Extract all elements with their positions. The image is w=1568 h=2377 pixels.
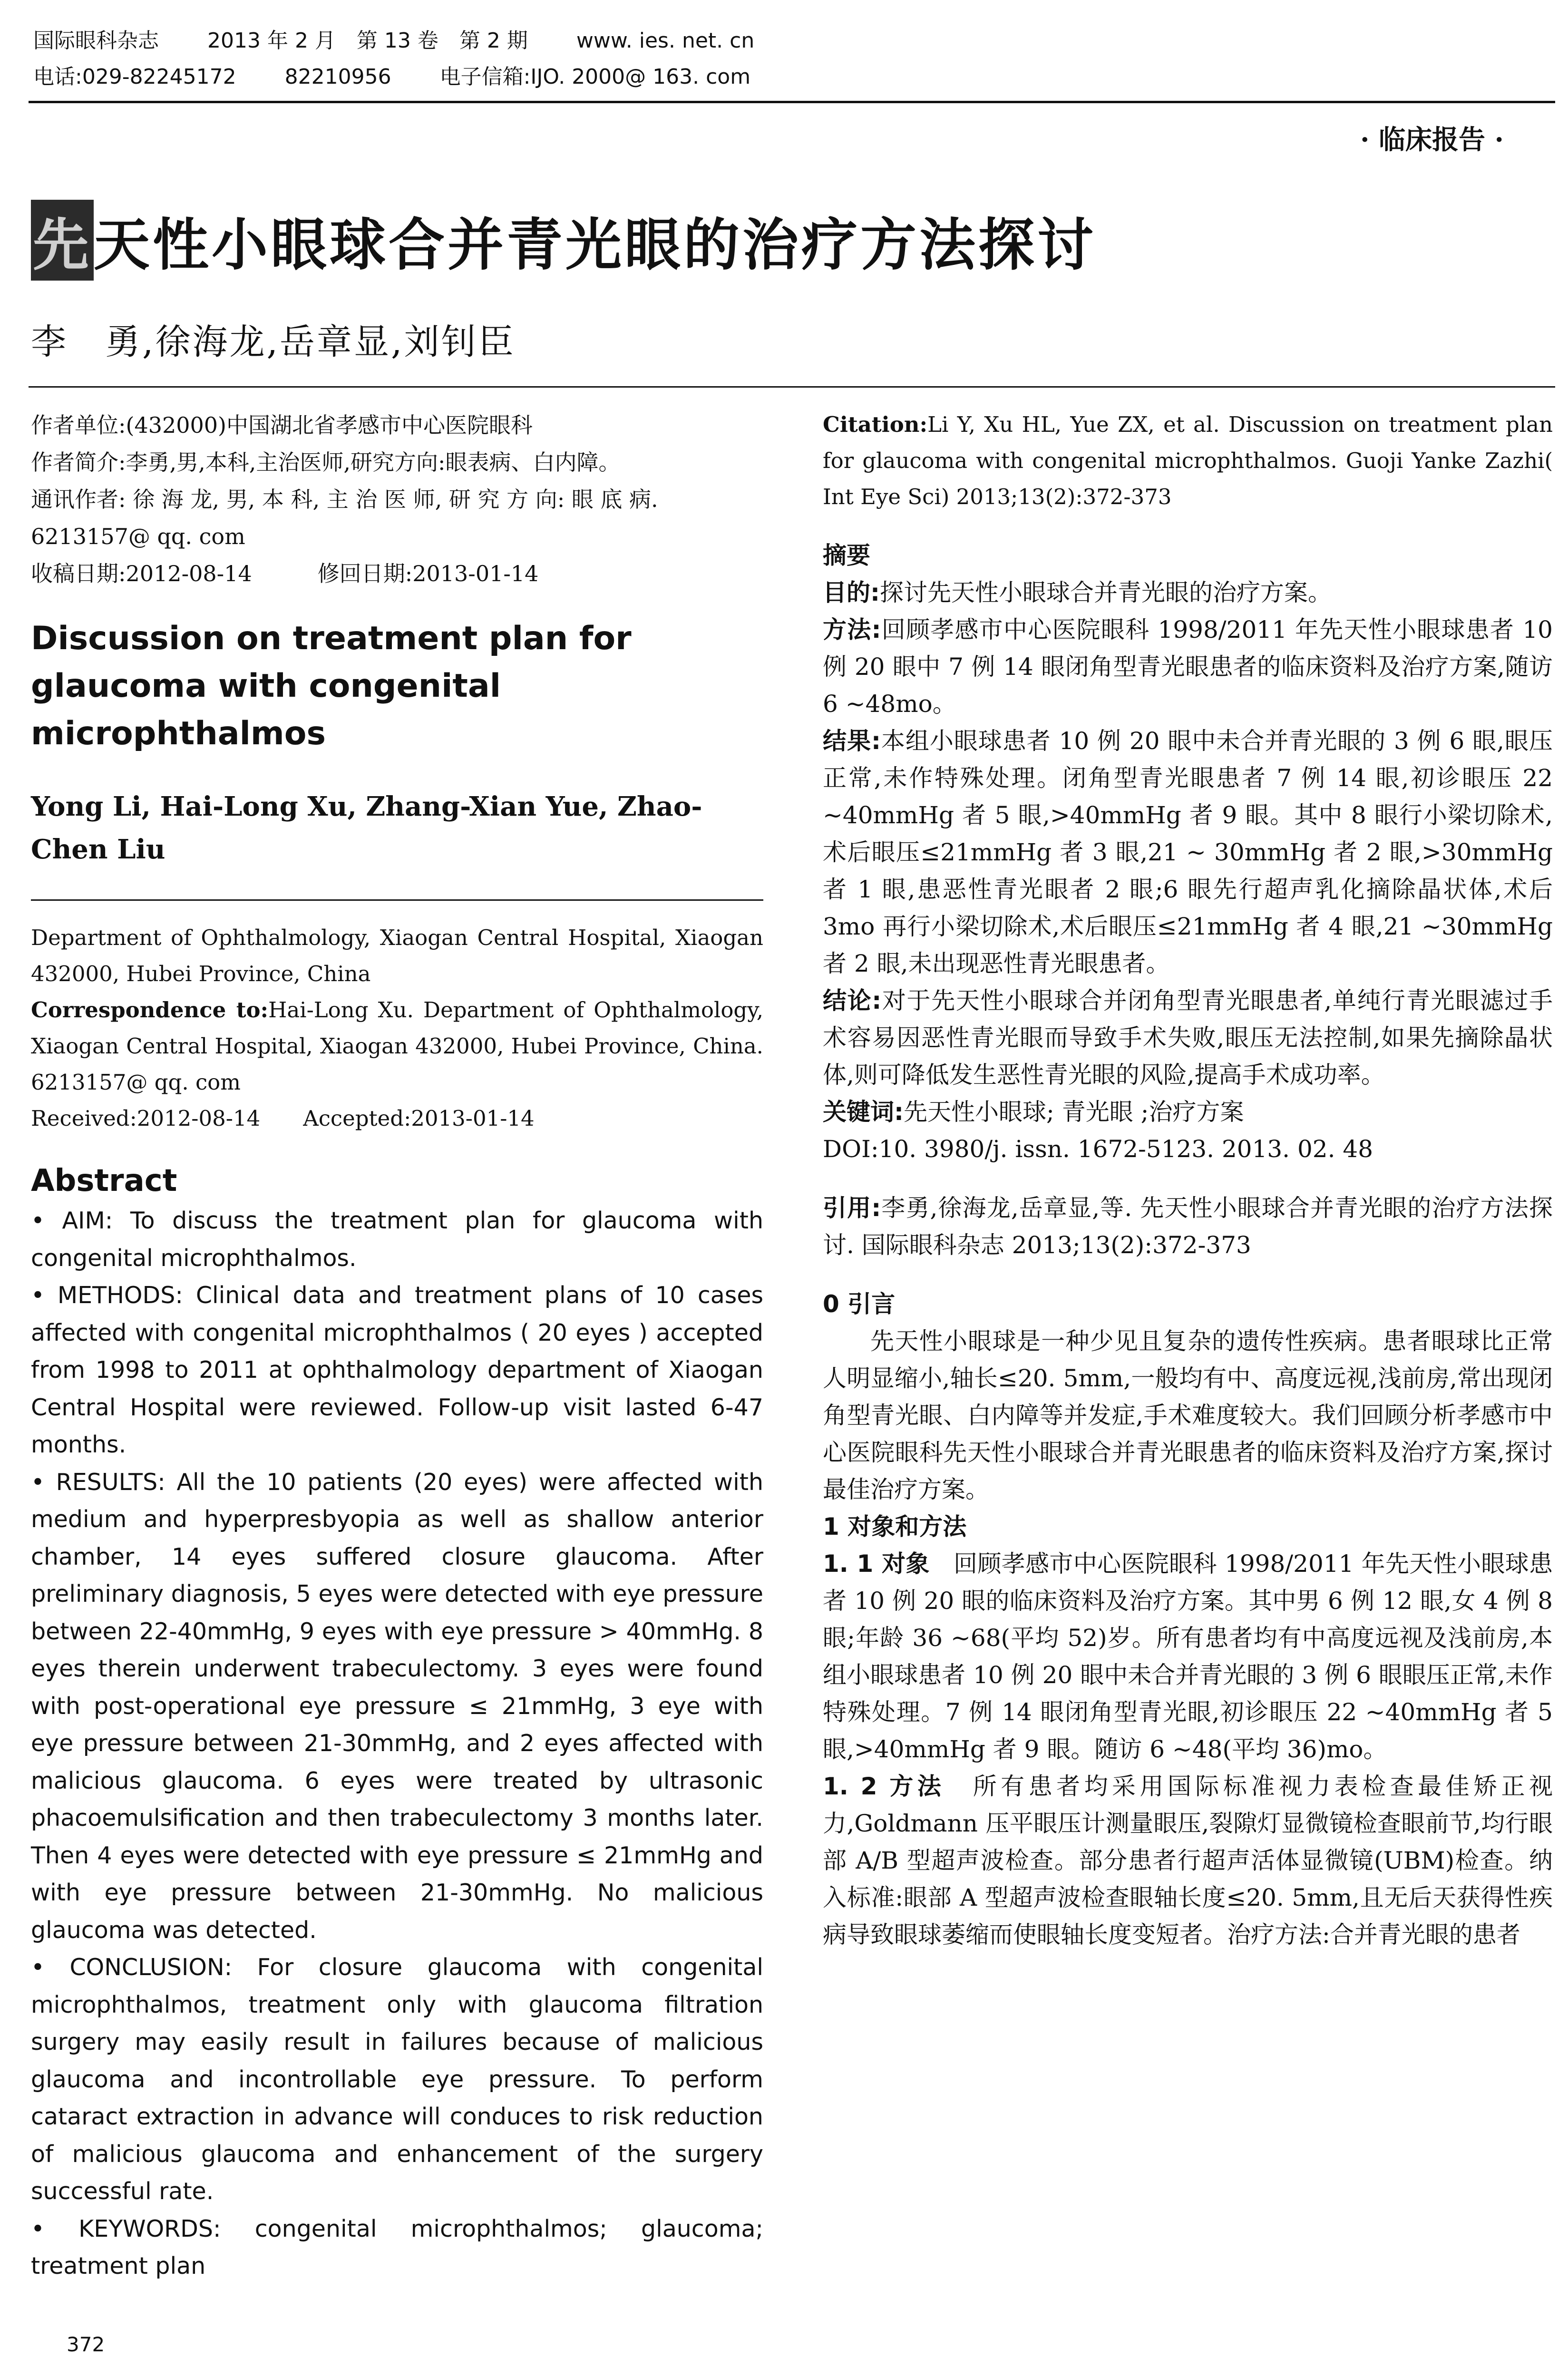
abstract-conclusion-en: • CONCLUSION: For closure glaucoma with congenital microphthalmos, treatment only with glaucoma filtration surgery may easily result in failures because of malicious glaucoma and incontrollable eye pressure. To perform cataract extraction in advance will conduces to risk reduction of malicious glaucoma and enhancement of the surgery successful rate. [31, 1954, 763, 2205]
english-author-rule [31, 899, 763, 901]
abstract-keywords-en: • KEYWORDS: congenital microphthalmos; glaucoma; treatment plan [31, 2215, 763, 2280]
methods-label-cn: 方法: [823, 616, 881, 643]
conclusion-label-cn: 结论: [823, 987, 882, 1014]
keywords-text-cn: 先天性小眼球; 青光眼 ;治疗方案 [904, 1098, 1244, 1126]
results-label-cn: 结果: [823, 727, 881, 755]
left-column [31, 407, 763, 2285]
english-authors: Yong Li, Hai-Long Xu, Zhang-Xian Yue, Zhao-Chen Liu [31, 791, 702, 865]
aim-label-cn: 目的: [823, 579, 880, 606]
abstract-heading-cn: 摘要 [823, 542, 870, 569]
abstract-aim-en: • AIM: To discuss the treatment plan for glaucoma with congenital microphthalmos. [31, 1207, 763, 1272]
author-affiliation: 作者单位:(432000)中国湖北省孝感市中心医院眼科 [31, 412, 533, 438]
cite-label-cn: 引用: [823, 1194, 881, 1222]
intro-heading: 0 引言 [823, 1290, 896, 1318]
keywords-cn [823, 1093, 1553, 1130]
journal-name: 国际眼科杂志 [33, 29, 159, 53]
received-dates-cn: 收稿日期:2012-08-14 修回日期:2013-01-14 [31, 561, 539, 586]
abstract-aim-cn [823, 574, 1553, 611]
abstract-conclusion-cn [823, 982, 1553, 1093]
abstract-heading-en: Abstract [31, 1163, 177, 1198]
doi[interactable]: DOI:10. 3980/j. issn. 1672-5123. 2013. 02. 48 [823, 1135, 1373, 1163]
keywords-label-cn: 关键词: [823, 1098, 904, 1126]
section-tag: · 临床报告 · [1360, 124, 1504, 156]
corresponding-author: 通讯作者: 徐 海 龙, 男, 本 科, 主 治 医 师, 研 究 方 向: 眼 底 病. [31, 487, 658, 512]
authors-cn: 李 勇,徐海龙,岳章显,刘钊臣 [31, 321, 516, 362]
section-1-1-label: 1. 1 对象 [823, 1550, 930, 1578]
aim-text-cn: 探讨先天性小眼球合并青光眼的治疗方案。 [880, 579, 1332, 606]
right-column [823, 407, 1553, 1953]
author-bio: 作者简介:李勇,男,本科,主治医师,研究方向:眼表病、白内障。 [31, 449, 621, 475]
methods-text-cn: 回顾孝感市中心医院眼科 1998/2011 年先天性小眼球患者 10 例 20 眼中 7 例 14 眼闭角型青光眼患者的临床资料及治疗方案,随访 6 ~48mo。 [823, 616, 1553, 718]
citation-text: Li Y, Xu HL, Yue ZX, et al. Discussion on treatment plan for glaucoma with congenital microphthalmos. Guoji Yanke Zazhi( Int Eye Sci) 2013;13(2):372-373 [823, 412, 1553, 509]
section-1-1-text: 回顾孝感市中心医院眼科 1998/2011 年先天性小眼球患者 10 例 20 眼的临床资料及治疗方案。其中男 6 例 12 眼,女 4 例 8 眼;年龄 36 ~68(平均 52)岁。所有患者均有中高度远视及浅前房,本组小眼球患者 10 例 20 眼中未合并青光眼的 3 例 6 眼眼压正常,未作特殊处理。7 例 14 眼闭角型青光眼,初诊眼压 22 ~40mmHg 者 5 眼,>40mmHg 者 9 眼。随访 6 ~48(平均 36)mo。 [823, 1550, 1553, 1763]
journal-phone-2: 82210956 [284, 65, 391, 89]
citation-label: Citation: [823, 412, 928, 437]
corresponding-email[interactable]: 6213157@ qq. com [31, 524, 245, 549]
header-rule [29, 101, 1555, 103]
journal-email[interactable]: 电子信箱:IJO. 2000@ 163. com [439, 65, 751, 89]
section-1-heading: 1 对象和方法 [823, 1513, 967, 1540]
section-1-1 [823, 1545, 1553, 1768]
conclusion-text-cn: 对于先天性小眼球合并闭角型青光眼患者,单纯行青光眼滤过手术容易因恶性青光眼而导致手术失败,眼压无法控制,如果先摘除晶状体,则可降低发生恶性青光眼的风险,提高手术成功率。 [823, 987, 1553, 1089]
journal-phone: 电话:029-82245172 [33, 65, 236, 89]
abstract-results-en: • RESULTS: All the 10 patients (20 eyes) were affected with medium and hyperpresbyopia as well as shallow anterior chamber, 14 eyes suffered closure glaucoma. After preliminary diagnosis, 5 eyes were detected with eye pressure between 22-40mmHg, 9 eyes with eye pressure > 40mmHg. 8 eyes therein underwent trabeculectomy. 3 eyes were found with post-operational eye pressure ≤ 21mmHg, 3 eye with eye pressure between 21-30mmHg, and 2 eyes affected with malicious glaucoma. 6 eyes were treated by ultrasonic phacoemulsification and then trabeculectomy 3 months later. Then 4 eyes were detected with eye pressure ≤ 21mmHg and with eye pressure between 21-30mmHg. No malicious glaucoma was detected. [31, 1468, 763, 1944]
correspondence-text: Hai-Long Xu. Department of Ophthalmology, Xiaogan Central Hospital, Xiaogan 432000, Hubei Province, China. 6213157@ qq. com [31, 997, 763, 1095]
english-correspondence [31, 992, 763, 1101]
title-rest: 天性小眼球合并青光眼的治疗方法探讨 [94, 212, 1097, 278]
section-1-2 [823, 1768, 1553, 1953]
title-rule [29, 386, 1555, 388]
page-number: 372 [67, 2333, 105, 2356]
journal-url[interactable]: www. ies. net. cn [576, 29, 755, 53]
correspondence-label: Correspondence to: [31, 997, 269, 1023]
journal-header [33, 23, 796, 95]
cite-text-cn: 李勇,徐海龙,岳章显,等. 先天性小眼球合并青光眼的治疗方法探讨. 国际眼科杂志 2013;13(2):372-373 [823, 1194, 1553, 1259]
issue-info: 2013 年 2 月 第 13 卷 第 2 期 [207, 29, 528, 53]
cite-cn [823, 1189, 1553, 1264]
english-dates: Received:2012-08-14 Accepted:2013-01-14 [31, 1106, 535, 1131]
section-1-2-label: 1. 2 方法 [823, 1773, 945, 1800]
section-1-2-text: 所有患者均采用国际标准视力表检查最佳矫正视力,Goldmann 压平眼压计测量眼压,裂隙灯显微镜检查眼前节,均行眼部 A/B 型超声波检查。部分患者行超声活体显微镜(UBM)检查。纳入标准:眼部 A 型超声波检查眼轴长度≤20. 5mm,且无后天获得性疾病导致眼球萎缩而使眼轴长度变短者。治疗方法:合并青光眼的患者 [823, 1773, 1553, 1948]
article-title [31, 200, 1096, 281]
english-title: Discussion on treatment plan for glaucoma with congenital microphthalmos [31, 620, 632, 752]
abstract-methods-en: • METHODS: Clinical data and treatment plans of 10 cases affected with congenital microphthalmos ( 20 eyes ) accepted from 1998 to 2011 at ophthalmology department of Xiaogan Central Hospital were reviewed. Follow-up visit lasted 6-47 months. [31, 1282, 763, 1458]
results-text-cn: 本组小眼球患者 10 例 20 眼中未合并青光眼的 3 例 6 眼,眼压正常,未作特殊处理。闭角型青光眼患者 7 例 14 眼,初诊眼压 22 ~40mmHg 者 5 眼,>40mmHg 者 9 眼。其中 8 眼行小梁切除术,术后眼压≤21mmHg 者 3 眼,21 ~ 30mmHg 者 2 眼,>30mmHg 者 1 眼,患恶性青光眼者 2 眼;6 眼先行超声乳化摘除晶状体,术后 3mo 再行小梁切除术,术后眼压≤21mmHg 者 4 眼,21 ~30mmHg 者 2 眼,未出现恶性青光眼患者。 [823, 727, 1553, 977]
abstract-methods-cn [823, 611, 1553, 722]
english-department: Department of Ophthalmology, Xiaogan Central Hospital, Xiaogan 432000, Hubei Province, China [31, 925, 763, 986]
abstract-results-cn [823, 722, 1553, 982]
citation-en [823, 407, 1553, 515]
intro-paragraph: 先天性小眼球是一种少见且复杂的遗传性疾病。患者眼球比正常人明显缩小,轴长≤20. 5mm,一般均有中、高度远视,浅前房,常出现闭角型青光眼、白内障等并发症,手术难度较大。我们回顾分析孝感市中心医院眼科先天性小眼球合并青光眼患者的临床资料及治疗方案,探讨最佳治疗方案。 [823, 1327, 1553, 1503]
title-first-char: 先 [31, 200, 94, 281]
